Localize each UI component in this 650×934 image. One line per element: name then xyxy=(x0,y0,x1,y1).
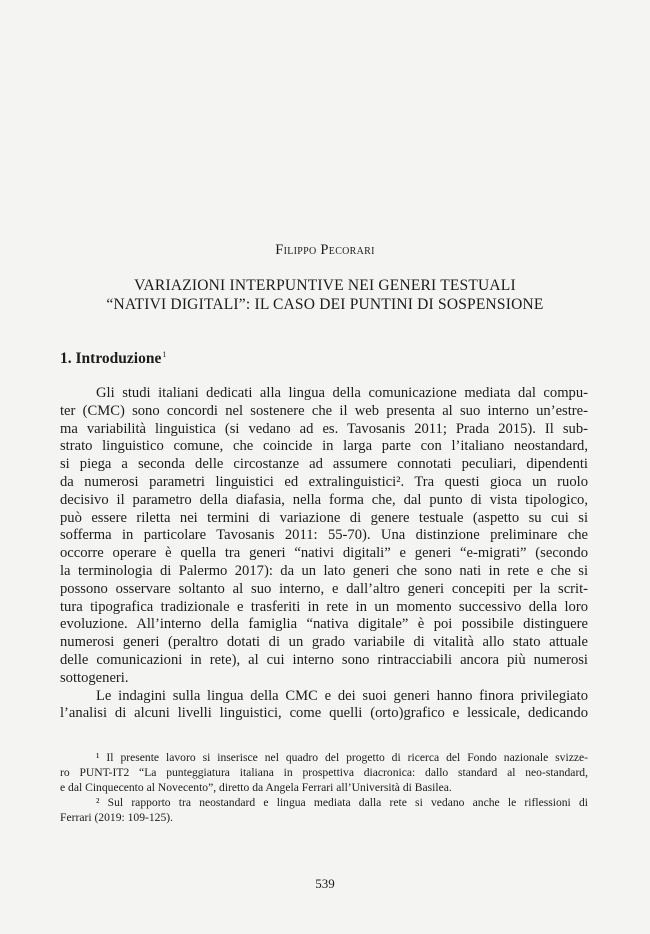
body-line: l’analisi di alcuni livelli linguistici, come quelli (orto)grafico e lessicale, dedicando xyxy=(60,705,588,722)
footnote-line: Ferrari (2019: 109-125). xyxy=(60,811,174,824)
body-line: numerosi generi (peraltro dotati di un grado variabile di vitalità allo stato attuale xyxy=(60,634,588,651)
body-line: delle comunicazioni in rete), al cui interno sono rintracciabili ancora più numerosi xyxy=(60,651,588,668)
body-line: sofferma in particolare Tavosanis 2011: 55-70). Una distinzione preliminare che xyxy=(60,527,588,544)
footnote-line: e dal Cinquecento al Novecento”, diretto da Angela Ferrari all’Università di Basilea. xyxy=(60,781,452,794)
body-line: ma variabilità linguistica (si vedano ad es. Tavosanis 2011; Prada 2015). Il sub- xyxy=(60,420,588,437)
footnote-line: ² Sul rapporto tra neostandard e lingua mediata dalla rete si vedano anche le riflessioni di xyxy=(96,796,588,809)
body-line: occorre operare è quella tra generi “nativi digitali” e generi “e-migrati” (secondo xyxy=(60,545,588,562)
body-line: Gli studi italiani dedicati alla lingua della comunicazione mediata dal compu- xyxy=(96,385,588,401)
section-heading xyxy=(60,350,166,368)
body-line: la terminologia di Palermo 2017): da un lato generi che sono nati in rete e che si xyxy=(60,562,588,579)
title-line-2: “NATIVI DIGITALI”: IL CASO DEI PUNTINI DI SOSPENSIONE xyxy=(106,296,544,313)
body-text xyxy=(60,385,588,723)
body-line: decisivo il parametro della diafasia, nella forma che, dal punto di vista tipologico, xyxy=(60,491,588,508)
body-line: evoluzione. All’interno della famiglia “nativa digitale” è poi possibile distinguere xyxy=(60,616,588,633)
body-line: può essere riletta nei termini di variazione di genere testuale (aspetto su cui si xyxy=(60,509,588,526)
body-line: tura tipografica tradizionale e trasferiti in rete in un momento successivo della loro xyxy=(60,598,588,615)
page-number: 539 xyxy=(315,876,335,891)
footnote-line: ro PUNT-IT2 “La punteggiatura italiana in prospettiva diacronica: dallo standard al neo-standard, xyxy=(60,766,588,779)
author-name: Filippo Pecorari xyxy=(275,242,375,258)
body-line: possono osservare soltanto al suo interno, e dall’altro generi concepiti per la scrit- xyxy=(60,580,588,597)
body-line: si piega a seconda delle circostanze ad assumere connotati peculiari, dipendenti xyxy=(60,456,588,473)
title-line-1: VARIAZIONI INTERPUNTIVE NEI GENERI TESTUALI xyxy=(134,277,516,294)
footnotes xyxy=(60,750,588,825)
footnote-marker: 1 xyxy=(162,350,167,359)
footnote-line: ¹ Il presente lavoro si inserisce nel quadro del progetto di ricerca del Fondo nazionale svizze- xyxy=(96,751,588,764)
body-line: ter (CMC) sono concordi nel sostenere che il web presenta al suo interno un’estre- xyxy=(60,402,588,419)
body-line: strato linguistico comune, che coincide in larga parte con l’italiano neostandard, xyxy=(60,438,588,455)
paper-title xyxy=(60,276,590,314)
body-line: sottogeneri. xyxy=(60,669,129,686)
section-heading-text: 1. Introduzione xyxy=(60,350,162,368)
body-line: da numerosi parametri linguistici ed extralinguistici². Tra questi gioca un ruolo xyxy=(60,473,588,490)
body-line: Le indagini sulla lingua della CMC e dei suoi generi hanno finora privilegiato xyxy=(96,687,588,704)
